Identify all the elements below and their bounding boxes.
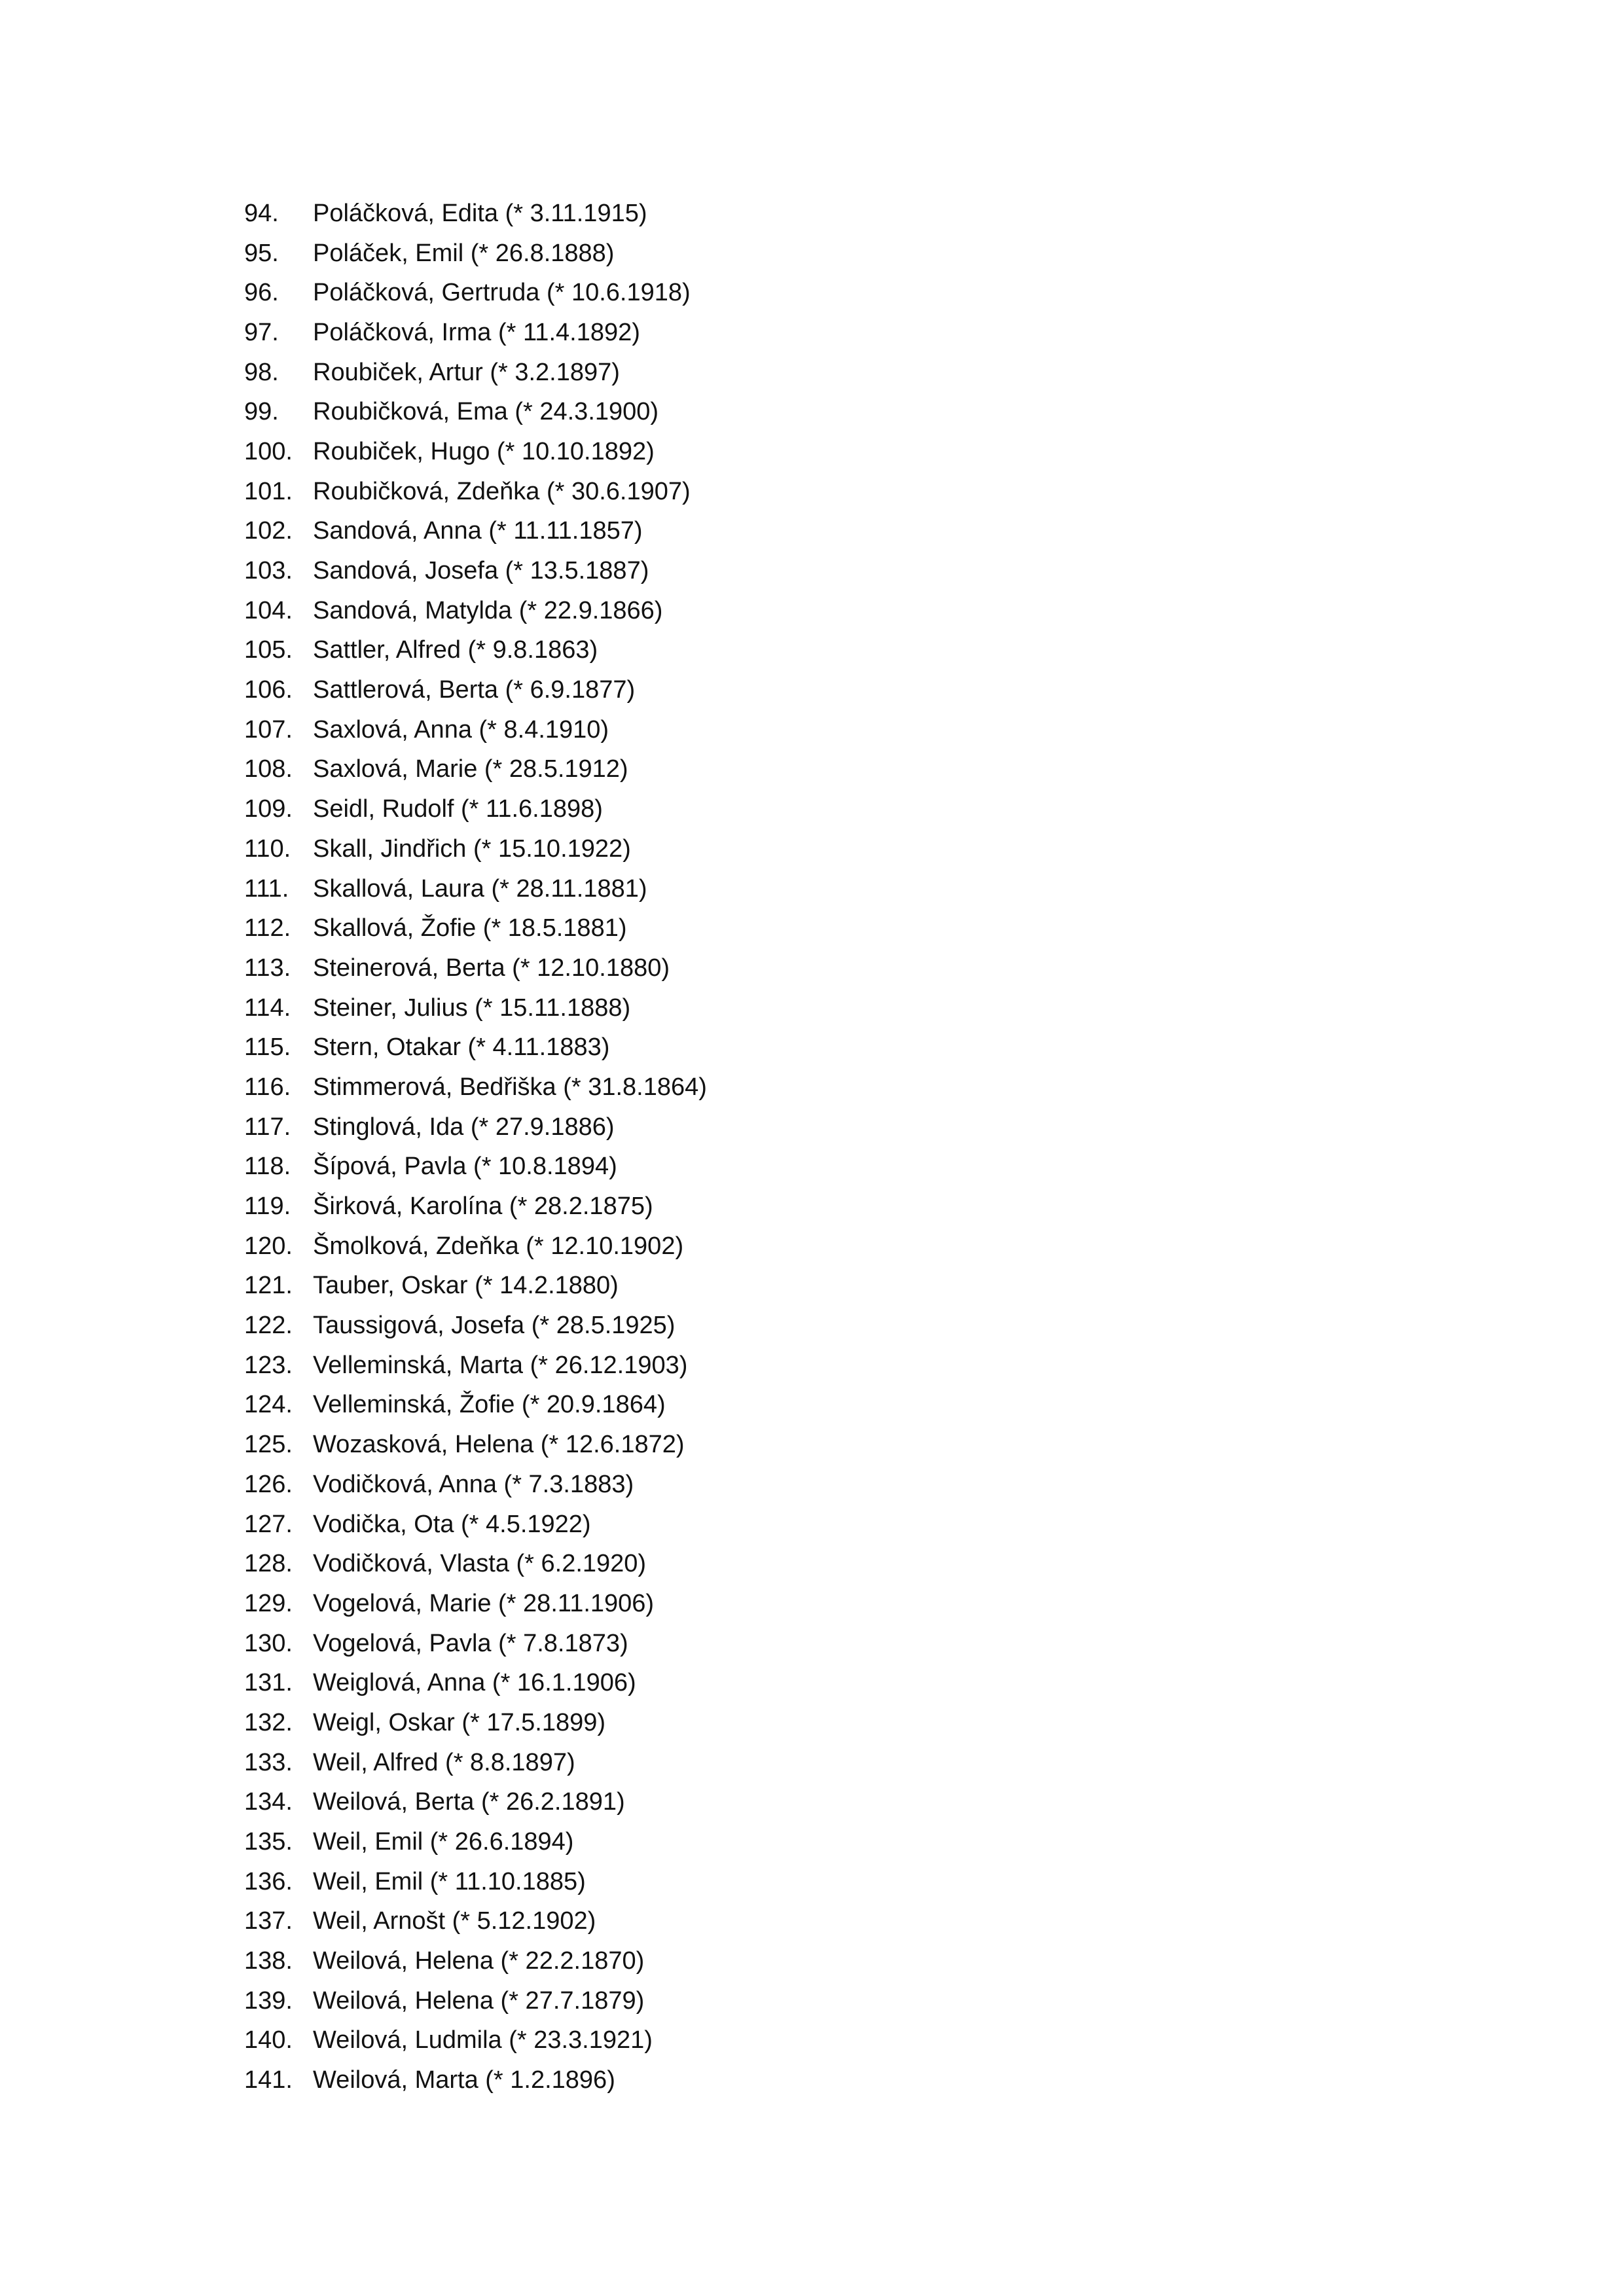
list-item-text: Weigl, Oskar (* 17.5.1899): [313, 1708, 606, 1736]
list-item-text: Velleminská, Marta (* 26.12.1903): [313, 1351, 688, 1379]
list-item-text: Weil, Alfred (* 8.8.1897): [313, 1748, 575, 1776]
list-item: [244, 353, 707, 393]
list-item: [244, 234, 707, 274]
list-item-text: Poláčková, Edita (* 3.11.1915): [313, 199, 647, 227]
list-item-text: Stinglová, Ida (* 27.9.1886): [313, 1113, 615, 1141]
list-item: [244, 908, 707, 948]
list-item: [244, 2021, 707, 2061]
list-item-number: 104.: [244, 596, 293, 624]
list-item: [244, 313, 707, 353]
list-item: [244, 829, 707, 869]
list-item: [244, 1703, 707, 1743]
list-item-text: Weilová, Marta (* 1.2.1896): [313, 2066, 615, 2094]
list-item: [244, 710, 707, 750]
list-item-text: Sandová, Josefa (* 13.5.1887): [313, 557, 649, 585]
list-item-number: 107.: [244, 715, 293, 744]
list-item: [244, 591, 707, 631]
list-item-text: Steiner, Julius (* 15.11.1888): [313, 994, 631, 1022]
list-item-text: Weilová, Ludmila (* 23.3.1921): [313, 2026, 653, 2054]
list-item: [244, 1266, 707, 1306]
list-item: [244, 631, 707, 671]
list-item-text: Steinerová, Berta (* 12.10.1880): [313, 954, 670, 982]
list-item-text: Stimmerová, Bedřiška (* 31.8.1864): [313, 1073, 707, 1101]
list-item-text: Poláčková, Irma (* 11.4.1892): [313, 318, 640, 346]
list-item-text: Vodička, Ota (* 4.5.1922): [313, 1510, 591, 1538]
list-item-number: 118.: [244, 1153, 291, 1181]
list-item-text: Šmolková, Zdeňka (* 12.10.1902): [313, 1232, 684, 1260]
list-item-text: Weil, Emil (* 26.6.1894): [313, 1828, 574, 1856]
list-item-number: 125.: [244, 1431, 293, 1459]
list-item-text: Saxlová, Anna (* 8.4.1910): [313, 715, 609, 744]
list-item-number: 123.: [244, 1351, 293, 1379]
list-item: [244, 670, 707, 710]
list-item: [244, 392, 707, 432]
list-item-text: Taussigová, Josefa (* 28.5.1925): [313, 1312, 676, 1340]
list-item-number: 95.: [244, 239, 279, 267]
list-item-number: 110.: [244, 834, 291, 863]
list-item-number: 126.: [244, 1470, 293, 1498]
list-item: [244, 1306, 707, 1346]
list-item-number: 103.: [244, 557, 293, 585]
list-item-text: Sattlerová, Berta (* 6.9.1877): [313, 676, 636, 704]
list-item-number: 109.: [244, 795, 293, 823]
list-item: [244, 512, 707, 552]
list-item: [244, 1981, 707, 2021]
list-item-text: Vodičková, Vlasta (* 6.2.1920): [313, 1550, 647, 1578]
list-item-number: 100.: [244, 437, 293, 465]
list-item-number: 111.: [244, 874, 289, 903]
list-item: [244, 1028, 707, 1067]
list-item-text: Skallová, Žofie (* 18.5.1881): [313, 914, 627, 942]
list-item-number: 117.: [244, 1113, 291, 1141]
list-item-number: 140.: [244, 2026, 293, 2054]
list-item-number: 94.: [244, 199, 279, 227]
list-item-text: Roubiček, Artur (* 3.2.1897): [313, 358, 620, 386]
list-item-number: 138.: [244, 1947, 293, 1975]
list-item-text: Wozasková, Helena (* 12.6.1872): [313, 1431, 685, 1459]
list-item-number: 130.: [244, 1629, 293, 1657]
list-item-number: 139.: [244, 1986, 293, 2015]
list-item-text: Sandová, Matylda (* 22.9.1866): [313, 596, 663, 624]
list-item-number: 99.: [244, 398, 279, 426]
list-item: [244, 1783, 707, 1823]
list-item-text: Weil, Emil (* 11.10.1885): [313, 1867, 586, 1895]
list-item-number: 113.: [244, 954, 291, 982]
list-item-number: 98.: [244, 358, 279, 386]
list-item-number: 128.: [244, 1550, 293, 1578]
list-item: [244, 1822, 707, 1862]
list-item: [244, 988, 707, 1028]
list-item-number: 133.: [244, 1748, 293, 1776]
list-item: [244, 750, 707, 790]
list-item: [244, 1663, 707, 1703]
list-item-text: Velleminská, Žofie (* 20.9.1864): [313, 1391, 666, 1419]
list-item-number: 121.: [244, 1272, 293, 1300]
list-item-number: 96.: [244, 279, 279, 307]
list-item-text: Weilová, Helena (* 27.7.1879): [313, 1986, 645, 2015]
list-item-text: Širková, Karolína (* 28.2.1875): [313, 1193, 653, 1221]
list-item-number: 129.: [244, 1589, 293, 1617]
list-item-number: 127.: [244, 1510, 293, 1538]
list-item-number: 120.: [244, 1232, 293, 1260]
list-item-number: 102.: [244, 517, 293, 545]
list-item-text: Weilová, Helena (* 22.2.1870): [313, 1947, 645, 1975]
list-item: [244, 1425, 707, 1465]
list-item-number: 101.: [244, 477, 293, 505]
list-item: [244, 1227, 707, 1266]
list-item-text: Weiglová, Anna (* 16.1.1906): [313, 1669, 636, 1697]
list-item-number: 106.: [244, 676, 293, 704]
list-item-number: 135.: [244, 1828, 293, 1856]
list-item: [244, 1941, 707, 1981]
list-item-text: Roubičková, Zdeňka (* 30.6.1907): [313, 477, 691, 505]
list-item: [244, 948, 707, 988]
list-item-text: Weilová, Berta (* 26.2.1891): [313, 1788, 625, 1816]
list-item: [244, 1584, 707, 1624]
list-item-number: 124.: [244, 1391, 293, 1419]
list-item-text: Roubičková, Ema (* 24.3.1900): [313, 398, 659, 426]
list-item-number: 136.: [244, 1867, 293, 1895]
list-item: [244, 194, 707, 234]
list-item-text: Skallová, Laura (* 28.11.1881): [313, 874, 647, 903]
list-item-number: 131.: [244, 1669, 293, 1697]
list-item-number: 115.: [244, 1033, 291, 1062]
list-item: [244, 1902, 707, 1942]
list-item: [244, 1862, 707, 1902]
list-item: [244, 1187, 707, 1227]
list-item: [244, 1544, 707, 1584]
list-item-text: Skall, Jindřich (* 15.10.1922): [313, 834, 631, 863]
list-item-text: Seidl, Rudolf (* 11.6.1898): [313, 795, 603, 823]
list-item-text: Šípová, Pavla (* 10.8.1894): [313, 1153, 617, 1181]
name-list: [244, 194, 707, 2100]
list-item-number: 137.: [244, 1907, 293, 1935]
list-item: [244, 1465, 707, 1505]
list-item: [244, 1346, 707, 1386]
list-item-number: 141.: [244, 2066, 293, 2094]
list-item-text: Sandová, Anna (* 11.11.1857): [313, 517, 643, 545]
list-item-number: 112.: [244, 914, 291, 942]
list-item-text: Stern, Otakar (* 4.11.1883): [313, 1033, 610, 1062]
list-item-number: 119.: [244, 1193, 291, 1221]
list-item-number: 114.: [244, 994, 291, 1022]
list-item-text: Roubiček, Hugo (* 10.10.1892): [313, 437, 655, 465]
list-item-number: 108.: [244, 755, 293, 783]
list-item-number: 97.: [244, 318, 279, 346]
list-item-text: Sattler, Alfred (* 9.8.1863): [313, 636, 598, 664]
list-item: [244, 1147, 707, 1187]
list-item: [244, 551, 707, 591]
list-item: [244, 2060, 707, 2100]
list-item-number: 132.: [244, 1708, 293, 1736]
list-item-text: Vogelová, Marie (* 28.11.1906): [313, 1589, 655, 1617]
list-item-text: Saxlová, Marie (* 28.5.1912): [313, 755, 628, 783]
list-item-text: Weil, Arnošt (* 5.12.1902): [313, 1907, 596, 1935]
list-item: [244, 472, 707, 512]
list-item: [244, 1505, 707, 1545]
list-item-number: 134.: [244, 1788, 293, 1816]
list-item: [244, 1386, 707, 1426]
list-item-text: Vodičková, Anna (* 7.3.1883): [313, 1470, 634, 1498]
list-item-number: 105.: [244, 636, 293, 664]
list-item: [244, 273, 707, 313]
list-item: [244, 869, 707, 909]
list-item: [244, 1624, 707, 1664]
list-item: [244, 432, 707, 472]
list-item: [244, 1107, 707, 1147]
list-item: [244, 1743, 707, 1783]
list-item: [244, 1067, 707, 1107]
list-item-number: 116.: [244, 1073, 291, 1101]
list-item: [244, 789, 707, 829]
list-item-number: 122.: [244, 1312, 293, 1340]
list-item-text: Vogelová, Pavla (* 7.8.1873): [313, 1629, 628, 1657]
list-item-text: Poláčková, Gertruda (* 10.6.1918): [313, 279, 691, 307]
list-item-text: Poláček, Emil (* 26.8.1888): [313, 239, 615, 267]
list-item-text: Tauber, Oskar (* 14.2.1880): [313, 1272, 619, 1300]
